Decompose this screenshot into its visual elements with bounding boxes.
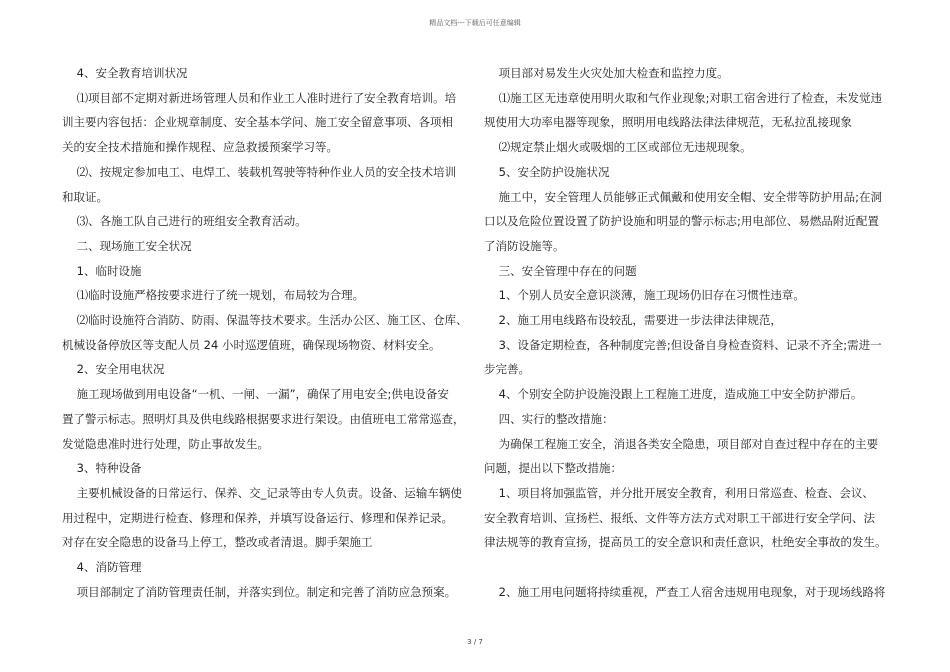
text-line: 发觉隐患准时进行处理，防止事故发生。 <box>62 436 269 451</box>
text-line: 施工中，安全管理人员能够正式佩戴和使用安全帽、安全带等防护用品;在洞 <box>484 189 882 204</box>
text-line: 项目部对易发生火灾处加大检查和监控力度。 <box>484 66 729 80</box>
text-line: ⑵临时设施符合消防、防雨、保温等技术要求。生活办公区、施工区、仓库、 <box>62 313 468 327</box>
text-line: ⑴项目部不定期对新进场管理人员和作业工人准时进行了安全教育培训。培 <box>62 90 457 105</box>
text-line: 3、设备定期检查，各种制度完善;但设备自身检查资料、记录不齐全;需进一 <box>484 337 882 352</box>
text-line: 律法规等的教育宣扬，提高员工的安全意识和责任意识，杜绝安全事故的发生。 <box>484 535 887 550</box>
text-line: 用过程中，定期进行检查、修理和保养，并填写设备运行、修理和保养记录。 <box>62 510 453 525</box>
text-line: 5、安全防护设施状况 <box>484 164 610 179</box>
text-line: 安全教育培训、宣扬栏、报纸、文件等方法方式对职工干部进行安全学问、法 <box>484 510 875 525</box>
text-line: ⑴施工区无违章使用明火取和气作业现象;对职工宿舍进行了检查，未发觉违 <box>484 90 882 105</box>
text-line: 2、施工用电问题将持续重视，严查工人宿舍违规用电现象，对于现场线路将 <box>484 584 886 599</box>
text-line: ⑴临时设施严格按要求进行了统一规划，布局较为合理。 <box>62 288 365 303</box>
text-line: 四、实行的整改措施： <box>484 411 614 426</box>
text-line: 4、消防管理 <box>62 560 142 574</box>
text-line: 1、项目将加强监管，并分批开展安全教育，利用日常巡查、检查、会议、 <box>484 485 874 500</box>
text-line: ⑵、按规定参加电工、电焊工、装载机驾驶等特种作业人员的安全技术培训 <box>62 164 457 179</box>
text-line: 和取证。 <box>62 189 108 204</box>
text-line: 口以及危险位置设置了防护设施和明显的警示标志;用电部位、易燃品附近配置 <box>484 214 879 229</box>
text-line: 对存在安全隐患的设备马上停工，整改或者清退。脚手架施工 <box>62 535 373 550</box>
text-line: 4、安全教育培训状况 <box>62 66 188 80</box>
text-line: 置了警示标志。照明灯具及供电线路根据要求进行架设。由值班电工常常巡查， <box>62 411 465 426</box>
text-line: 三、安全管理中存在的问题 <box>484 263 637 278</box>
text-line: ⑵规定禁止烟火或吸烟的工区或部位无违规现象。 <box>484 140 752 155</box>
text-line: 主要机械设备的日常运行、保养、交_记录等由专人负责。设备、运输车辆使 <box>62 485 462 500</box>
text-line: 二、现场施工安全状况 <box>62 238 192 253</box>
text-line: 了消防设施等。 <box>484 238 565 253</box>
text-line: 机械设备停放区等支配人员 24 小时巡逻值班，确保现场物资、材料安全。 <box>62 337 441 352</box>
page-number: 3 / 7 <box>467 638 483 646</box>
text-line: 步完善。 <box>484 362 530 377</box>
text-line: 1、临时设施 <box>62 263 142 278</box>
text-line: 为确保工程施工安全，消退各类安全隐患，项目部对自查过程中存在的主要 <box>484 436 879 451</box>
text-line: 1、个别人员安全意识淡薄，施工现场仍旧存在习惯性违章。 <box>484 288 805 303</box>
text-line: 关的安全技术措施和操作规程、应急救援预案学习等。 <box>62 140 338 155</box>
text-line: 2、施工用电线路布设较乱，需要进一步法律法律规范， <box>484 313 782 327</box>
text-line: 4、个别安全防护设施没跟上工程施工进度，造成施工中安全防护滞后。 <box>484 387 863 402</box>
text-line: 问题，提出以下整改措施： <box>484 461 622 476</box>
text-line: 训主要内容包括：企业规章制度、安全基本学问、施工安全留意事项、各项相 <box>62 115 453 130</box>
text-line: 施工现场做到用电设备“一机、一闸、一漏”，确保了用电安全;供电设备安 <box>62 387 449 402</box>
text-line: 规使用大功率电器等现象，照明用电线路法律法律规范，无私拉乱接现象 <box>484 115 852 130</box>
text-line: 3、特种设备 <box>62 461 142 476</box>
text-line: 2、安全用电状况 <box>62 362 165 377</box>
text-line: 项目部制定了消防管理责任制，并落实到位。制定和完善了消防应急预案。 <box>62 584 457 599</box>
page-header: 精品文档---下载后可任意编辑 <box>429 19 521 27</box>
text-line: ⑶、各施工队自己进行的班组安全教育活动。 <box>62 214 307 229</box>
